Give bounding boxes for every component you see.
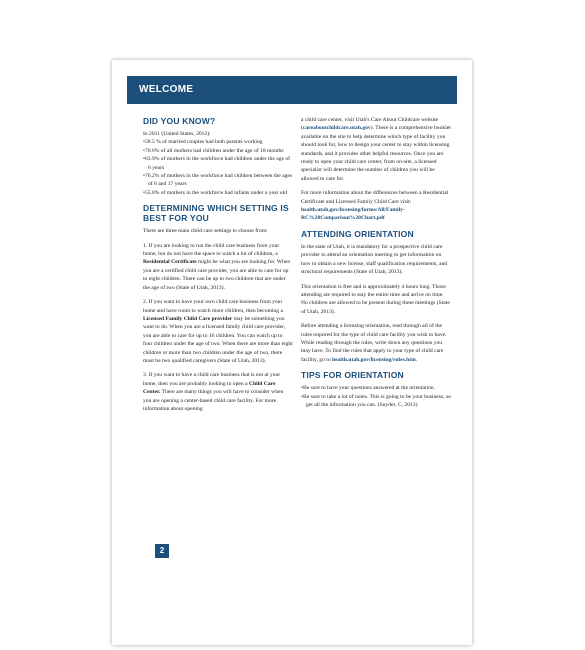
did-you-know-list	[143, 138, 293, 197]
left-column	[143, 116, 293, 419]
determining-heading: DETERMINING WHICH SETTING IS BEST FOR YOU	[143, 203, 289, 224]
list-item: •55.8% of mothers in the workforce had infants under a year old	[143, 189, 287, 196]
right-column	[301, 116, 451, 415]
attending-paragraph-3: Before attending a licensing orientation, read through all of the rules required for the type of child care facility you wish to have. While reading through the rules, write down any questions you may have. To find the rules that apply to your type of child care facility, go to health.utah.gov/licensing/rules.htm.	[301, 323, 447, 363]
determining-intro: There are three main child care settings to choose from:	[143, 228, 268, 235]
comparison-chart-link[interactable]: health.utah.gov/licensing/forms/All/Family-RC%20Comparison%20Chart.pdf	[301, 207, 405, 222]
list-item: •76.2% of mothers in the workforce had children between the ages of 6 and 17 years	[143, 173, 293, 188]
banner-title: WELCOME	[139, 84, 194, 95]
list-item: •63.9% of mothers in the workforce had children under the age of 6 years	[143, 156, 291, 171]
tips-heading: TIPS FOR ORIENTATION	[301, 370, 404, 381]
tips-list	[301, 384, 451, 409]
more-info-paragraph: For more information about the differences between a Residential Certificate and Licensed Family Child Care visit: health.utah.gov/licensing/forms/All/Family-RC%20Comparison%20Chart.pdf	[301, 190, 449, 222]
care-about-childcare-link[interactable]: careaboutchildcare.utah.gov	[302, 125, 371, 132]
option-1-paragraph: 1. If you are looking to run the child care business from your home, but do not have the space to watch a lot of children, a Residential Certificate might be what you are looking for. When you are a certified child care provider, you are able to care for up to eight children. There can be up to two children that are under the age of two (State of Utah, 2013).	[143, 242, 291, 291]
list-item: •Be sure to have your questions answered at the orientation.	[301, 385, 435, 392]
did-you-know-intro: In 2011 (United States, 2012):	[143, 131, 211, 137]
option-3-paragraph: 3. If you want to have a child care business that is not at your home, then you are probably looking to open a Child Care Center. There are many things you will have to consider when you are opening a center-based child care facility. For more information about opening	[143, 372, 284, 412]
document-page	[112, 60, 472, 645]
page-number: 2	[155, 544, 169, 558]
welcome-banner	[127, 76, 457, 104]
rules-link[interactable]: health.utah.gov/licensing/rules.htm	[332, 356, 416, 363]
list-item: •58.5 % of married couples had both parents working	[143, 139, 263, 146]
attending-orientation-heading: ATTENDING ORIENTATION	[301, 228, 414, 239]
list-item: •Be sure to take a lot of notes. This is going to be your business, so get all the information you can. (Snyder, C, 2013)	[301, 393, 451, 408]
attending-paragraph-1: In the state of Utah, it is mandatory for a prospective child care provider to attend an orientation meeting to get information on how to obtain a new license, staff qualification requirements, and structural requirements (State of Utah, 2013).	[301, 243, 448, 276]
attending-paragraph-2: This orientation is free and is approximately 4 hours long. Those attending are required to stay the entire time and arrive on time. No children are allowed to be present during these meetings (State of Utah, 2013).	[301, 283, 450, 315]
care-about-childcare-paragraph: a child care center, visit Utah's Care About Childcare website (careaboutchildcare.utah.gov). There is a comprehensive booklet available on the site to help determine which type of facility you should look for, how to design your center to stay within licensing standards, and it provides other helpful resources. Once you are ready to open your child care center, from on-site, a licensed specialist will determine the number of children you will be allowed to care for.	[301, 117, 451, 182]
option-2-paragraph: 2. If you want to have your own child care business from your home and have room to watch more children, then becoming a Licensed Family Child Care provider may be something you want to do. When you are a licensed family child care provider, you are able to care for up to 16 children. You can watch up to four children under the age of two. When there are more than eight children or more than two children under the age of two, there must be two qualified caregivers (State of Utah, 2013).	[143, 299, 293, 364]
did-you-know-heading: DID YOU KNOW?	[143, 116, 216, 126]
list-item: •70.6% of all mothers had children under the age of 18 months	[143, 147, 284, 154]
